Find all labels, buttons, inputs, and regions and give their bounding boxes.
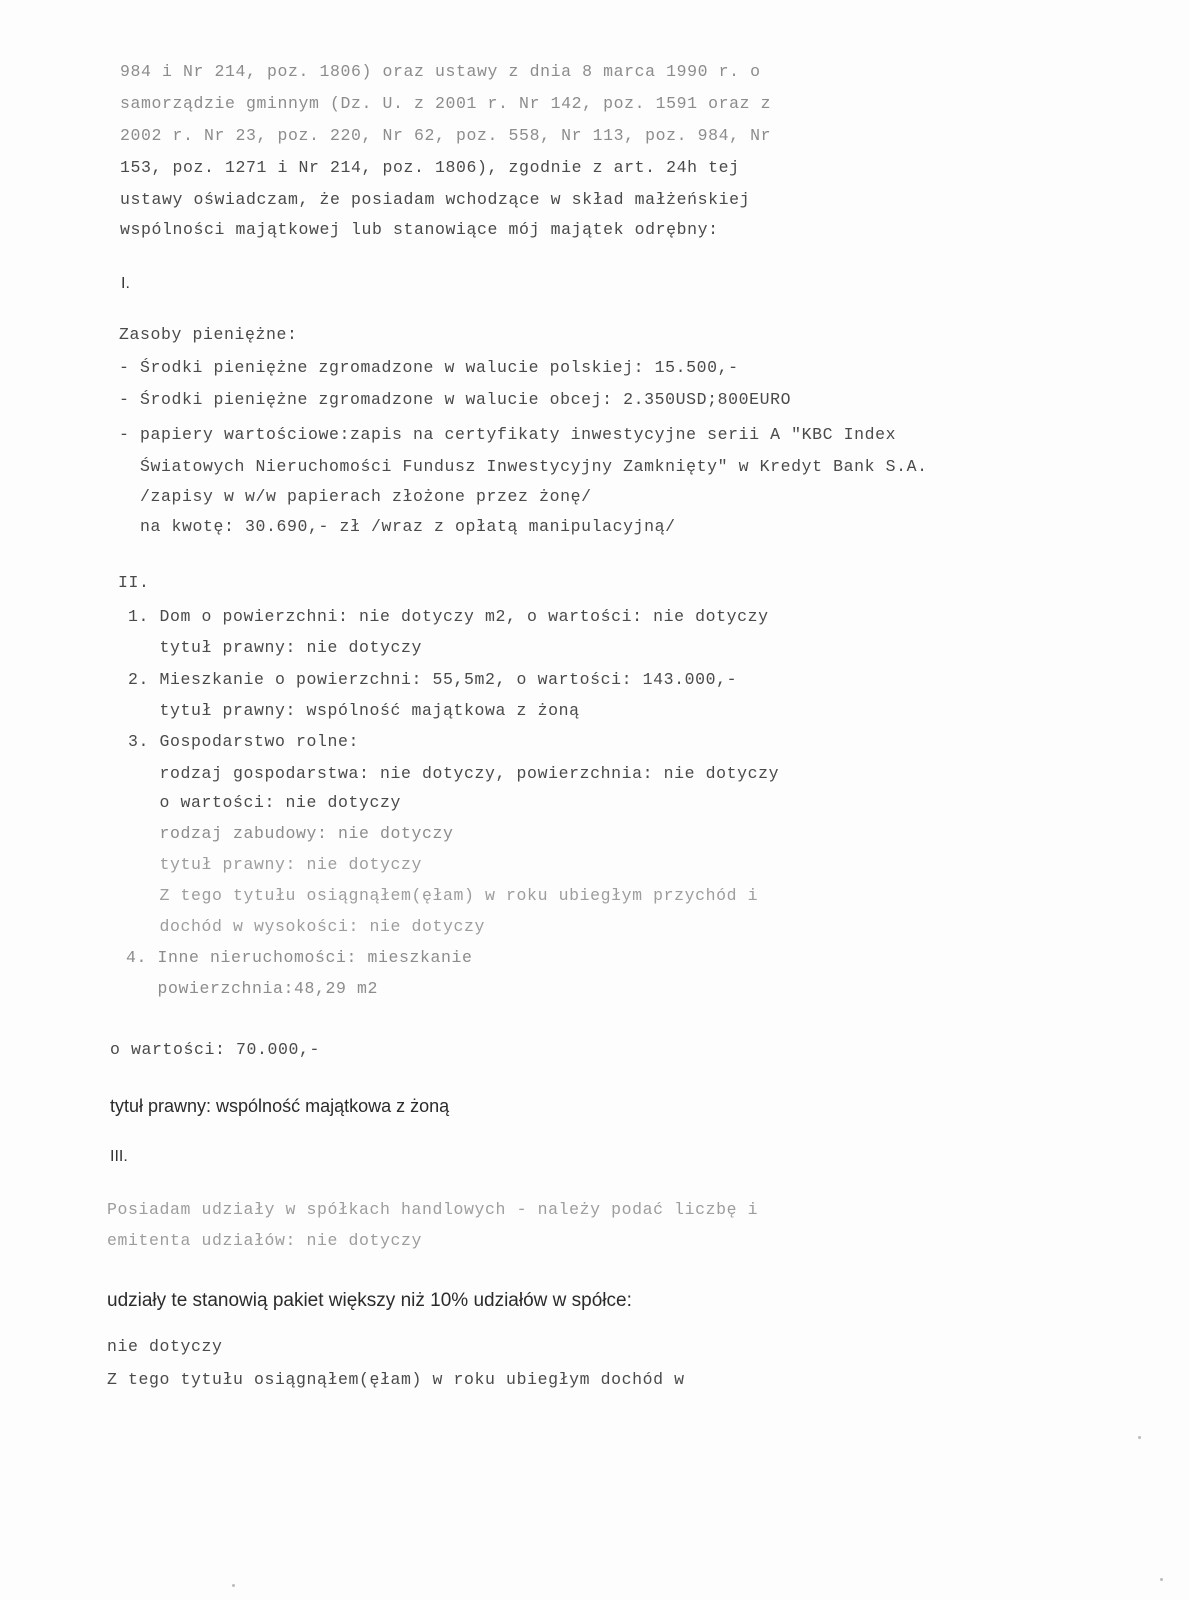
intro-line-6: wspólności majątkowej lub stanowiące mój majątek odrębny:: [120, 220, 719, 239]
section-2-line-9: tytuł prawny: nie dotyczy: [128, 855, 423, 874]
intro-line-1: 984 i Nr 214, poz. 1806) oraz ustawy z dnia 8 marca 1990 r. o: [120, 62, 761, 81]
section-2-line-4: tytuł prawny: wspólność majątkowa z żoną: [128, 701, 580, 720]
section-1-title: Zasoby pieniężne:: [119, 325, 298, 344]
section-2-title-line: tytuł prawny: wspólność majątkowa z żoną: [110, 1096, 450, 1116]
section-2-line-13: powierzchnia:48,29 m2: [126, 979, 379, 998]
scan-speck: [1160, 1578, 1163, 1581]
scan-speck: [232, 1584, 235, 1587]
section-2-heading: II.: [118, 573, 150, 592]
section-3-heading: III.: [110, 1148, 128, 1165]
section-2-line-5: 3. Gospodarstwo rolne:: [128, 732, 360, 751]
section-1-line-6: na kwotę: 30.690,- zł /wraz z opłatą manipulacyjną/: [119, 517, 676, 536]
section-1-line-3: - papiery wartościowe:zapis na certyfikaty inwestycyjne serii A "KBC Index: [119, 425, 897, 444]
section-2-line-10: Z tego tytułu osiągnąłem(ęłam) w roku ubiegłym przychód i: [128, 886, 759, 905]
section-3-tail-2: Z tego tytułu osiągnąłem(ęłam) w roku ubiegłym dochód w: [107, 1370, 685, 1389]
intro-line-2: samorządzie gminnym (Dz. U. z 2001 r. Nr 142, poz. 1591 oraz z: [120, 94, 772, 113]
intro-line-4: 153, poz. 1271 i Nr 214, poz. 1806), zgodnie z art. 24h tej: [120, 158, 740, 177]
section-3-line-2: emitenta udziałów: nie dotyczy: [107, 1231, 423, 1250]
section-2-line-12: 4. Inne nieruchomości: mieszkanie: [126, 948, 473, 967]
intro-line-3: 2002 r. Nr 23, poz. 220, Nr 62, poz. 558, Nr 113, poz. 984, Nr: [120, 126, 772, 145]
section-1-line-1: - Środki pieniężne zgromadzone w walucie polskiej: 15.500,-: [119, 358, 739, 377]
section-2-line-6: rodzaj gospodarstwa: nie dotyczy, powierzchnia: nie dotyczy: [128, 764, 780, 783]
section-1-line-2: - Środki pieniężne zgromadzone w walucie obcej: 2.350USD;800EURO: [119, 390, 792, 409]
section-2-line-3: 2. Mieszkanie o powierzchni: 55,5m2, o wartości: 143.000,-: [128, 670, 738, 689]
section-1-heading: I.: [121, 275, 130, 292]
scan-speck: [1138, 1436, 1141, 1439]
section-2-line-8: rodzaj zabudowy: nie dotyczy: [128, 824, 454, 843]
section-2-line-7: o wartości: nie dotyczy: [128, 793, 402, 812]
section-1-line-5: /zapisy w w/w papierach złożone przez żonę/: [119, 487, 592, 506]
section-1-line-4: Światowych Nieruchomości Fundusz Inwestycyjny Zamknięty" w Kredyt Bank S.A.: [119, 457, 928, 476]
intro-line-5: ustawy oświadczam, że posiadam wchodzące w skład małżeńskiej: [120, 190, 751, 209]
section-2-line-11: dochód w wysokości: nie dotyczy: [128, 917, 486, 936]
section-3-bold-line: udziały te stanowią pakiet większy niż 10% udziałów w spółce:: [107, 1290, 632, 1311]
section-2-value: o wartości: 70.000,-: [110, 1040, 321, 1059]
section-2-line-1: 1. Dom o powierzchni: nie dotyczy m2, o wartości: nie dotyczy: [128, 607, 769, 626]
section-3-tail-1: nie dotyczy: [107, 1337, 223, 1356]
section-2-line-2: tytuł prawny: nie dotyczy: [128, 638, 423, 657]
section-3-line-1: Posiadam udziały w spółkach handlowych - należy podać liczbę i: [107, 1200, 759, 1219]
